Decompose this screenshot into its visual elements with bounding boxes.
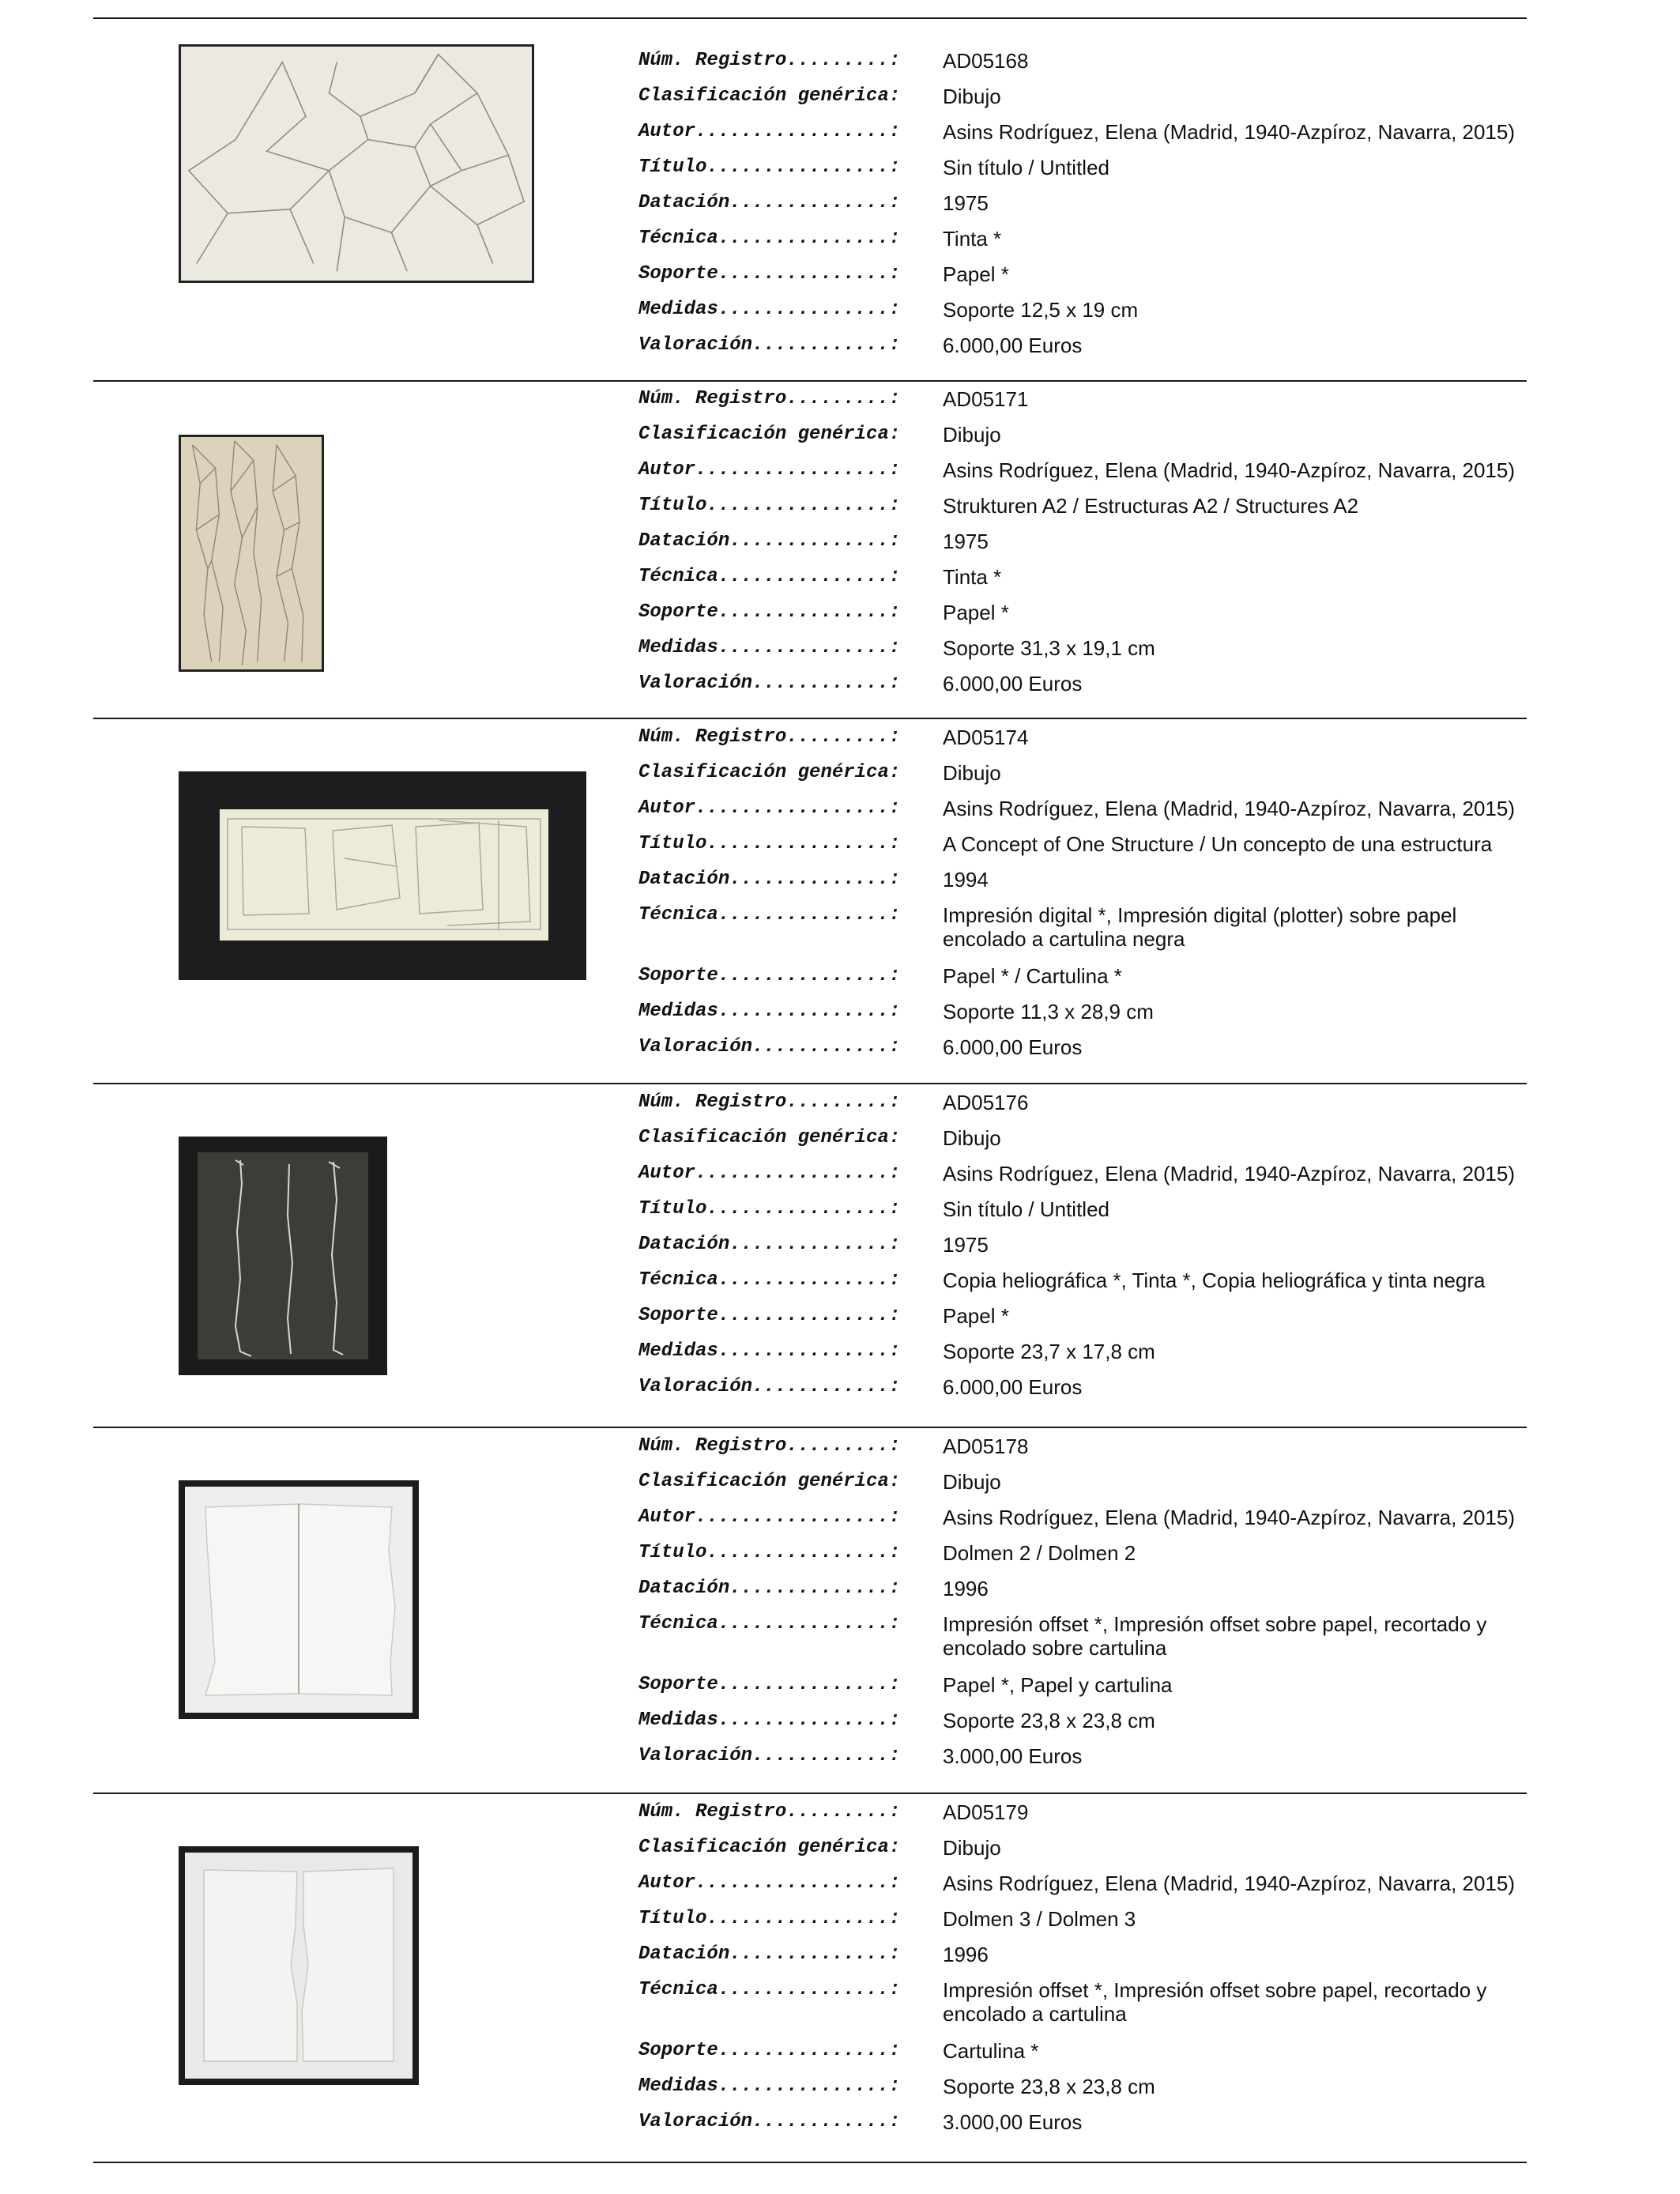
label-datacion: Datación..............: — [638, 192, 901, 213]
value-titulo: Dolmen 2 / Dolmen 2 — [943, 1541, 1136, 1565]
value-datacion: 1994 — [943, 868, 989, 892]
label-autor: Autor.................: — [638, 1506, 901, 1528]
value-medidas: Soporte 12,5 x 19 cm — [943, 298, 1139, 322]
value-medidas: Soporte 31,3 x 19,1 cm — [943, 636, 1155, 660]
value-valoracion: 6.000,00 Euros — [943, 672, 1083, 696]
value-soporte: Papel *, Papel y cartulina — [943, 1673, 1173, 1697]
label-registro: Núm. Registro.........: — [638, 50, 901, 71]
entry-fields — [638, 1800, 1539, 2146]
label-valoracion: Valoración............: — [638, 673, 901, 694]
value-tecnica: Tinta * — [943, 227, 1002, 251]
entry-fields — [638, 1091, 1539, 1411]
label-soporte: Soporte...............: — [638, 1305, 901, 1326]
value-tecnica: Impresión digital *, Impresión digital (plotter) sobre papel encolado a cartulina negra — [943, 903, 1457, 951]
label-datacion: Datación..............: — [638, 869, 901, 890]
label-titulo: Título................: — [638, 495, 901, 516]
value-datacion: 1975 — [943, 530, 989, 553]
label-medidas: Medidas...............: — [638, 299, 901, 320]
catalog-entry — [93, 49, 1595, 373]
value-registro: AD05168 — [943, 49, 1029, 73]
label-clasificacion: Clasificación genérica: — [638, 1837, 901, 1858]
value-tecnica: Impresión offset *, Impresión offset sobre papel, recortado y encolado sobre cartulina — [943, 1612, 1487, 1660]
label-soporte: Soporte...............: — [638, 263, 901, 285]
catalog-entry — [93, 1800, 1595, 2156]
value-soporte: Papel * — [943, 262, 1009, 286]
value-datacion: 1996 — [943, 1577, 989, 1600]
label-autor: Autor.................: — [638, 1163, 901, 1184]
value-titulo: A Concept of One Structure / Un concepto de una estructura — [943, 832, 1493, 856]
label-autor: Autor.................: — [638, 121, 901, 142]
value-autor: Asins Rodríguez, Elena (Madrid, 1940-Azpíroz, Navarra, 2015) — [943, 1872, 1516, 1895]
label-autor: Autor.................: — [638, 459, 901, 481]
value-valoracion: 6.000,00 Euros — [943, 1375, 1083, 1399]
separator-line — [93, 718, 1527, 719]
value-clasificacion: Dibujo — [943, 1470, 1001, 1494]
label-valoracion: Valoración............: — [638, 2111, 901, 2132]
label-autor: Autor.................: — [638, 1872, 901, 1894]
separator-line — [93, 1427, 1527, 1428]
artwork-thumbnail[interactable] — [179, 1137, 387, 1375]
value-clasificacion: Dibujo — [943, 423, 1001, 447]
label-datacion: Datación..............: — [638, 1578, 901, 1599]
value-tecnica: Tinta * — [943, 565, 1002, 589]
artwork-thumbnail[interactable] — [179, 1846, 419, 2085]
value-medidas: Soporte 23,7 x 17,8 cm — [943, 1340, 1155, 1363]
artwork-drawing — [179, 1480, 419, 1719]
value-clasificacion: Dibujo — [943, 85, 1001, 108]
value-clasificacion: Dibujo — [943, 761, 1001, 785]
label-titulo: Título................: — [638, 156, 901, 178]
entry-fields — [638, 49, 1539, 369]
value-titulo: Sin título / Untitled — [943, 1197, 1109, 1221]
label-clasificacion: Clasificación genérica: — [638, 424, 901, 445]
separator-line — [93, 1793, 1527, 1794]
entry-fields — [638, 726, 1539, 1071]
label-medidas: Medidas...............: — [638, 637, 901, 658]
value-medidas: Soporte 11,3 x 28,9 cm — [943, 1000, 1154, 1023]
artwork-thumbnail[interactable] — [179, 771, 586, 980]
label-datacion: Datación..............: — [638, 530, 901, 552]
catalog-entry — [93, 726, 1595, 1081]
artwork-drawing — [179, 1137, 387, 1375]
value-soporte: Cartulina * — [943, 2039, 1039, 2063]
label-tecnica: Técnica...............: — [638, 228, 901, 249]
label-datacion: Datación..............: — [638, 1943, 901, 1965]
value-tecnica: Impresión offset *, Impresión offset sobre papel, recortado y encolado a cartulina — [943, 1978, 1487, 2026]
artwork-drawing — [181, 47, 532, 281]
label-autor: Autor.................: — [638, 797, 901, 819]
catalog-entry — [93, 387, 1595, 719]
label-valoracion: Valoración............: — [638, 1745, 901, 1766]
label-valoracion: Valoración............: — [638, 1376, 901, 1397]
label-soporte: Soporte...............: — [638, 1674, 901, 1695]
label-datacion: Datación..............: — [638, 1234, 901, 1255]
value-tecnica: Copia heliográfica *, Tinta *, Copia heliográfica y tinta negra — [943, 1269, 1486, 1292]
catalog-entry — [93, 1091, 1595, 1423]
value-valoracion: 3.000,00 Euros — [943, 2110, 1083, 2134]
artwork-thumbnail[interactable] — [179, 1480, 419, 1719]
value-autor: Asins Rodríguez, Elena (Madrid, 1940-Azpíroz, Navarra, 2015) — [943, 1162, 1516, 1186]
label-valoracion: Valoración............: — [638, 1036, 901, 1057]
label-clasificacion: Clasificación genérica: — [638, 762, 901, 783]
value-soporte: Papel * — [943, 601, 1009, 624]
label-tecnica: Técnica...............: — [638, 1979, 901, 2000]
value-autor: Asins Rodríguez, Elena (Madrid, 1940-Azpíroz, Navarra, 2015) — [943, 1506, 1516, 1529]
value-autor: Asins Rodríguez, Elena (Madrid, 1940-Azpíroz, Navarra, 2015) — [943, 458, 1516, 482]
label-titulo: Título................: — [638, 833, 901, 854]
value-autor: Asins Rodríguez, Elena (Madrid, 1940-Azpíroz, Navarra, 2015) — [943, 120, 1516, 144]
value-medidas: Soporte 23,8 x 23,8 cm — [943, 1709, 1155, 1732]
label-valoracion: Valoración............: — [638, 334, 901, 356]
value-datacion: 1975 — [943, 1233, 989, 1257]
value-registro: AD05171 — [943, 387, 1029, 411]
label-tecnica: Técnica...............: — [638, 1613, 901, 1634]
value-clasificacion: Dibujo — [943, 1836, 1001, 1860]
label-medidas: Medidas...............: — [638, 1710, 901, 1731]
value-soporte: Papel * — [943, 1304, 1009, 1328]
artwork-drawing — [181, 437, 322, 669]
label-soporte: Soporte...............: — [638, 2040, 901, 2061]
entry-fields — [638, 1434, 1539, 1780]
label-clasificacion: Clasificación genérica: — [638, 85, 901, 107]
label-titulo: Título................: — [638, 1542, 901, 1563]
label-clasificacion: Clasificación genérica: — [638, 1471, 901, 1492]
value-autor: Asins Rodríguez, Elena (Madrid, 1940-Azpíroz, Navarra, 2015) — [943, 797, 1516, 820]
label-tecnica: Técnica...............: — [638, 566, 901, 587]
entry-fields — [638, 387, 1539, 707]
label-registro: Núm. Registro.........: — [638, 1801, 901, 1823]
label-registro: Núm. Registro.........: — [638, 726, 901, 748]
value-medidas: Soporte 23,8 x 23,8 cm — [943, 2075, 1155, 2098]
value-soporte: Papel * / Cartulina * — [943, 964, 1122, 988]
label-titulo: Título................: — [638, 1198, 901, 1220]
label-soporte: Soporte...............: — [638, 965, 901, 986]
value-valoracion: 3.000,00 Euros — [943, 1744, 1083, 1768]
label-medidas: Medidas...............: — [638, 1001, 901, 1022]
value-registro: AD05178 — [943, 1434, 1029, 1458]
label-titulo: Título................: — [638, 1908, 901, 1929]
value-datacion: 1975 — [943, 191, 989, 215]
artwork-thumbnail[interactable] — [179, 44, 534, 283]
label-tecnica: Técnica...............: — [638, 904, 901, 925]
artwork-drawing — [179, 771, 586, 980]
value-registro: AD05174 — [943, 726, 1029, 749]
label-clasificacion: Clasificación genérica: — [638, 1127, 901, 1148]
value-registro: AD05179 — [943, 1800, 1029, 1824]
label-medidas: Medidas...............: — [638, 1340, 901, 1362]
label-tecnica: Técnica...............: — [638, 1269, 901, 1291]
value-clasificacion: Dibujo — [943, 1126, 1001, 1150]
separator-line — [93, 17, 1527, 19]
label-registro: Núm. Registro.........: — [638, 1435, 901, 1457]
artwork-drawing — [179, 1846, 419, 2085]
separator-line — [93, 1083, 1527, 1084]
label-soporte: Soporte...............: — [638, 601, 901, 623]
value-valoracion: 6.000,00 Euros — [943, 334, 1083, 357]
catalog-entry — [93, 1434, 1595, 1790]
value-registro: AD05176 — [943, 1091, 1029, 1114]
label-registro: Núm. Registro.........: — [638, 1091, 901, 1113]
value-datacion: 1996 — [943, 1943, 989, 1966]
artwork-thumbnail[interactable] — [179, 435, 324, 672]
separator-line — [93, 2162, 1527, 2163]
label-registro: Núm. Registro.........: — [638, 388, 901, 409]
label-medidas: Medidas...............: — [638, 2075, 901, 2097]
value-valoracion: 6.000,00 Euros — [943, 1035, 1083, 1059]
value-titulo: Sin título / Untitled — [943, 156, 1109, 179]
value-titulo: Strukturen A2 / Estructuras A2 / Structures A2 — [943, 494, 1359, 518]
separator-line — [93, 380, 1527, 382]
value-titulo: Dolmen 3 / Dolmen 3 — [943, 1907, 1136, 1931]
